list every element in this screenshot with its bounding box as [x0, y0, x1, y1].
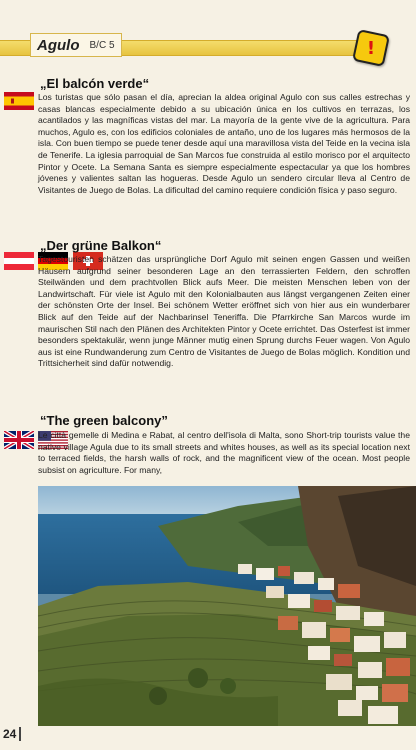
- flag-group-es: [4, 92, 34, 119]
- page-header: [0, 30, 416, 58]
- section-title-en: “The green balcony”: [40, 413, 168, 428]
- austria-flag-icon: [4, 252, 34, 270]
- title-box: [30, 33, 122, 57]
- section-body-en: Le città gemelle di Medina e Rabat, al centro dell'isola di Malta, sono Short-trip tourists value the native village Agula due to its small streets and whites houses, as well as its special location next to terraced fields, the harsh walls of rock, and the magnificent view of the ocean. Most people subsist on agriculture. For many,: [38, 430, 410, 475]
- spain-flag-icon: [4, 92, 34, 110]
- uk-flag-icon: [4, 431, 34, 449]
- exclamation-glyph: !: [366, 37, 376, 59]
- place-name: Agulo: [37, 36, 80, 54]
- page-number: 24: [3, 727, 21, 741]
- agulo-photo: [38, 486, 416, 726]
- village-coast-illustration: [38, 486, 416, 726]
- grid-reference: B/C 5: [89, 39, 115, 51]
- section-body-de: Tagestouristen schätzen das ursprüngliche Dorf Agulo mit seinen engen Gassen und weißen Häusern aufgrund seiner besonderen Lage an den terrassierten Feldern, den schroffen Steilwänden und dem prachtvollen Blick aufs Meer. Die meisten Menschen leben von der Landwirtschaft. Für viele ist Agulo mit den Kolonialbauten aus längst vergangenen Zeiten einer der schönsten Orte der Insel. Bei schönem Wetter eröffnet sich von hier aus ein wunderbarer Blick auf den Teide auf der Nachbarinsel Teneriffa. Die Pfarrkirche San Marcos wurde im maurischen Stil nach den Plänen des Architekten Pintor y Ocete errichtet. Das Osterfest ist immer besonders spektakulär, wenn junge Männer mutig einen Sprung durchs Feuer wagen. Von Agulo aus ist eine Rundwanderung zum Centro de Visitantes de Juego de Bolas möglich. Kondition und Trittsicherheit sind dafür notwendig.: [38, 254, 410, 369]
- section-title-de: „Der grüne Balkon“: [40, 238, 162, 253]
- section-body-es: Los turistas que sólo pasan el día, aprecian la aldea original Agulo con sus calles estrechas y casas blancas especialmente debido a su ubicación única en los cultivos en terrazas, los acantilados y las magníficas vistas del mar. La mayoría de la gente vive de la agricultura. Para muchos, Agulo es, con los edificios coloniales de antaño, uno de los lugares más hermosos de la isla. Con buen tiempo se puede tener desde aquí una maravillosa vista del Teide en la vecina isla de Tenerife. La iglesia parroquial de San Marcos fue construida al estilo morisco por el arquitecto Pintor y Ocete. La Semana Santa es siempre especialmente espectacular ya que los hombres jóvenes y valientes saltan las hogueras. Desde Agulo un sendero circular lleva al Centro de Visitantes de Juego de Bolas. La dificultad del camino requiere condición física y paso seguro.: [38, 92, 410, 195]
- section-title-es: „El balcón verde“: [40, 76, 150, 91]
- warning-icon: [352, 29, 390, 67]
